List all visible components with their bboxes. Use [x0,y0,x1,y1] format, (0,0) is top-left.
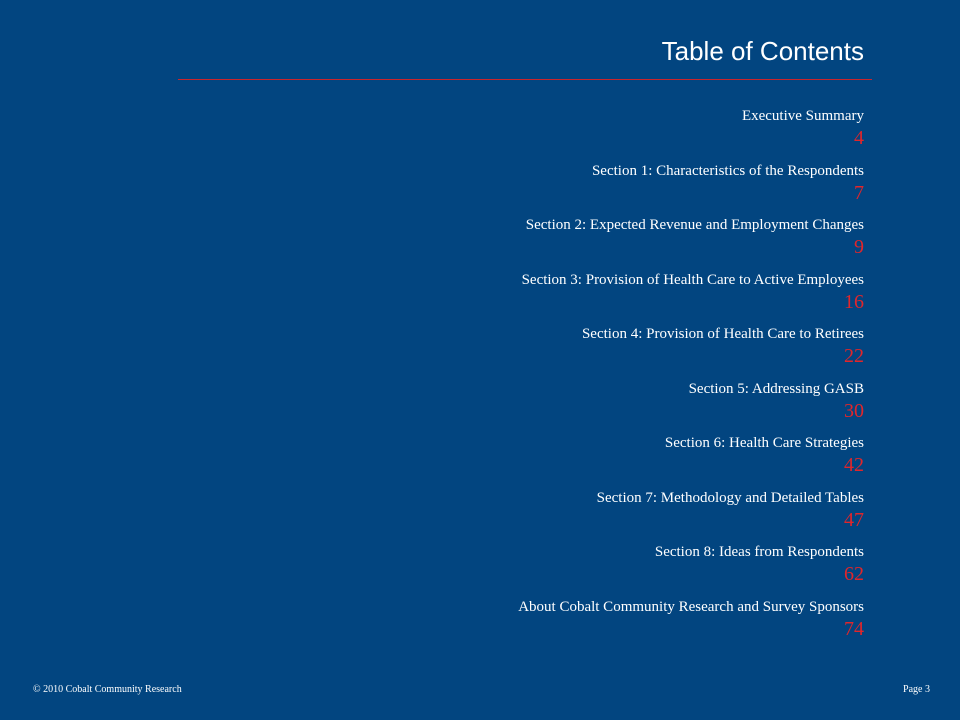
toc-entry-page-number[interactable]: 4 [854,127,864,149]
toc-entry-section-6[interactable] [518,433,864,488]
toc-entry-page-number[interactable]: 7 [854,181,864,204]
toc-entry-executive-summary[interactable] [518,106,864,161]
toc-entry-label[interactable]: Section 5: Addressing GASB [688,380,864,397]
toc-entry-label[interactable]: Section 8: Ideas from Respondents [654,544,864,560]
toc-entry-section-5[interactable] [518,379,864,434]
title-divider [178,79,872,80]
footer-page-number: Page 3 [903,684,930,695]
toc-entry-label[interactable]: Section 4: Provision of Health Care to Retirees [581,326,864,342]
table-of-contents [518,106,864,651]
toc-entry-section-3[interactable] [518,270,864,325]
toc-entry-page-number[interactable]: 47 [844,508,864,531]
toc-entry-page-number[interactable]: 42 [844,454,864,476]
toc-entry-page-number[interactable]: 22 [844,345,864,367]
footer-copyright: © 2010 Cobalt Community Research [33,684,182,695]
toc-entry-label[interactable]: Section 2: Expected Revenue and Employment Changes [525,217,864,233]
toc-entry-label[interactable]: Executive Summary [741,108,864,124]
toc-entry-page-number[interactable]: 9 [854,236,864,258]
toc-entry-label[interactable]: Section 3: Provision of Health Care to Active Employees [521,271,864,288]
toc-entry-page-number[interactable]: 62 [844,563,864,585]
toc-entry-section-2[interactable] [518,215,864,270]
toc-entry-about[interactable] [518,597,864,652]
toc-entry-section-8[interactable] [518,542,864,597]
toc-entry-label[interactable]: About Cobalt Community Research and Survey Sponsors [518,598,864,615]
toc-entry-section-7[interactable] [518,488,864,543]
toc-entry-page-number[interactable]: 30 [844,399,864,422]
toc-entry-section-1[interactable] [518,161,864,216]
page-title: Table of Contents [661,36,864,66]
toc-entry-label[interactable]: Section 7: Methodology and Detailed Tables [596,489,864,506]
toc-entry-section-4[interactable] [518,324,864,379]
toc-entry-label[interactable]: Section 1: Characteristics of the Respondents [591,162,864,179]
toc-entry-page-number[interactable]: 74 [844,617,864,640]
toc-entry-page-number[interactable]: 16 [844,290,864,313]
toc-entry-label[interactable]: Section 6: Health Care Strategies [664,435,864,451]
